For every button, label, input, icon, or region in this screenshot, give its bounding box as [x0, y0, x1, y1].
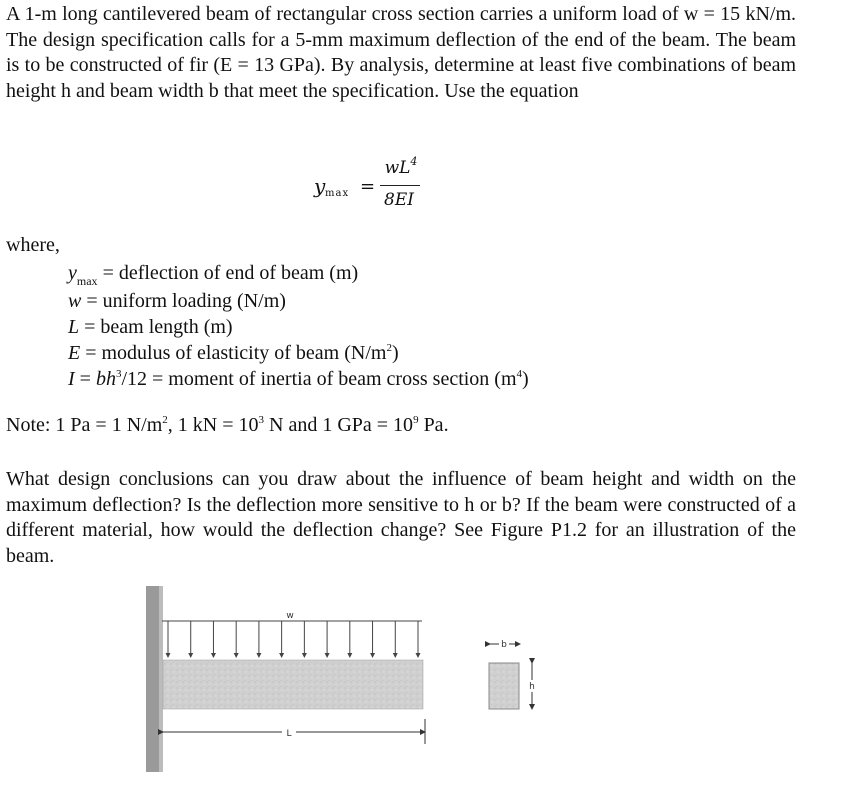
width-label: b — [501, 640, 507, 650]
formula-lhs-subscript: max — [325, 188, 350, 199]
definition-ymax: $y_{max}$ = deflection of end of beam (m) — [68, 262, 359, 288]
fraction-bar — [380, 185, 420, 186]
formula-denominator: 8EI — [384, 190, 414, 210]
height-label: h — [529, 682, 535, 692]
beam-body — [163, 660, 423, 709]
definition-I: $I = bh^3/12$ = moment of inertia of beam cross section $(m^4)$ — [68, 368, 529, 390]
load-arrow-head — [302, 653, 307, 658]
cross-section — [489, 663, 519, 709]
load-arrow-head — [393, 653, 398, 658]
unit-note: Note: 1 Pa = 1 $N/m^2$, 1 kN = $10^3$ N and 1 GPa = $10^9$ Pa. — [6, 414, 449, 436]
definition-L: L = beam length (m) — [68, 316, 233, 338]
load-arrow-head — [256, 653, 261, 658]
deflection-formula — [310, 155, 420, 218]
load-arrows — [166, 621, 421, 658]
definition-E: E = modulus of elasticity of beam $(N/m^2)$ — [68, 342, 399, 364]
problem-intro: A 1-m long cantilevered beam of rectangular cross section carries a uniform load of w = 15 kN/m. The design specification calls for a 5-mm maximum deflection of the end of the beam. The beam is to be constructed of fir (E = 13 GPa). By analysis, determine at least five combinations of beam height h and beam width b that meet the specification. Use the equation — [6, 3, 796, 102]
load-arrow-head — [211, 653, 216, 658]
load-arrow-head — [416, 653, 421, 658]
definition-w: w = uniform loading (N/m) — [68, 290, 286, 312]
load-arrow-head — [279, 653, 284, 658]
load-arrow-head — [188, 653, 193, 658]
formula-numerator: $wL^4$ — [384, 155, 418, 178]
load-arrow-head — [234, 653, 239, 658]
length-label: L — [286, 729, 292, 739]
load-arrow-head — [166, 653, 171, 658]
beam-figure — [140, 584, 560, 779]
where-label: where, — [6, 234, 60, 256]
formula-lhs: y — [314, 174, 326, 198]
beam-illustration — [140, 584, 560, 774]
variable-definitions — [68, 260, 529, 392]
wall-edge — [159, 586, 163, 772]
formula-equals: = — [360, 176, 376, 197]
fixed-wall — [146, 586, 159, 772]
load-arrow-head — [325, 653, 330, 658]
load-label: w — [286, 611, 294, 621]
design-question: What design conclusions can you draw about the influence of beam height and width on the maximum deflection? Is the deflection more sensitive to h or b? If the beam were constructed of a different material, how would the deflection change? See Figure P1.2 for an illustration of the beam. — [6, 468, 796, 567]
load-arrow-head — [370, 653, 375, 658]
load-arrow-head — [347, 653, 352, 658]
